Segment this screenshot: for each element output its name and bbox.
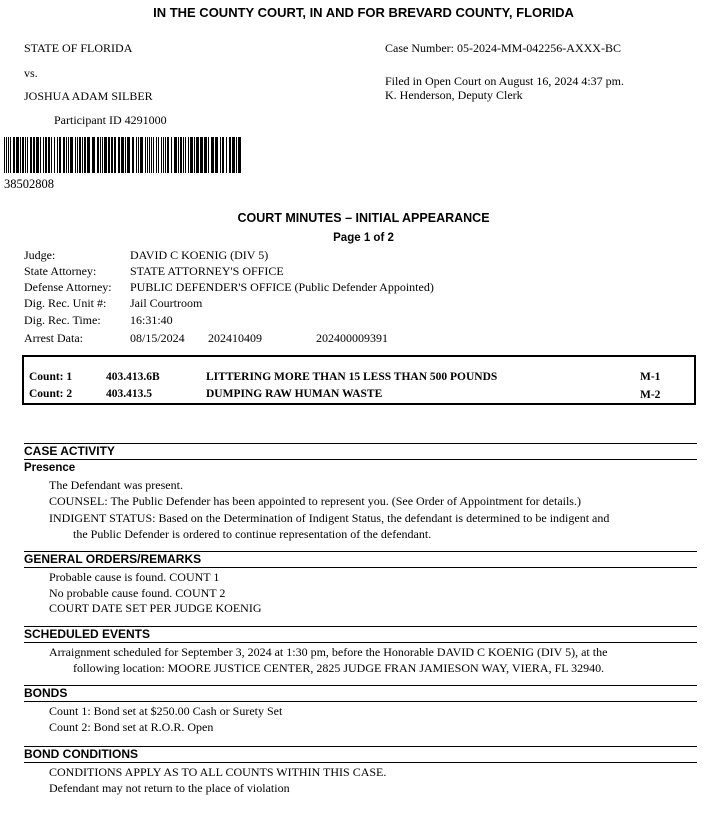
arrest-number-1: 202410409 (208, 331, 262, 345)
state-attorney-value: STATE ATTORNEY'S OFFICE (130, 264, 284, 278)
condition-line: Defendant may not return to the place of violation (49, 781, 290, 795)
count-degree: M-1 (640, 371, 661, 383)
case-number: Case Number: 05-2024-MM-042256-AXXX-BC (385, 41, 621, 55)
order-line: COURT DATE SET PER JUDGE KOENIG (49, 601, 262, 615)
arrest-number-2: 202400009391 (316, 331, 388, 345)
barcode-number: 38502808 (4, 177, 54, 191)
count-description: DUMPING RAW HUMAN WASTE (206, 388, 383, 400)
plaintiff-name: STATE OF FLORIDA (24, 41, 133, 55)
general-orders-heading: GENERAL ORDERS/REMARKS (24, 551, 697, 568)
bonds-heading: BONDS (24, 685, 697, 702)
count-statute: 403.413.5 (106, 388, 152, 400)
event-line: Arraignment scheduled for September 3, 2024 at 1:30 pm, before the Honorable DAVID C KOENIG (DIV 5), at the (49, 645, 608, 659)
state-attorney-label: State Attorney: (24, 264, 97, 278)
condition-line: CONDITIONS APPLY AS TO ALL COUNTS WITHIN THIS CASE. (49, 765, 387, 779)
bond-conditions-heading: BOND CONDITIONS (24, 746, 697, 763)
bond-line: Count 1: Bond set at $250.00 Cash or Surety Set (49, 704, 283, 718)
count-statute: 403.413.6B (106, 371, 160, 383)
filed-line: Filed in Open Court on August 16, 2024 4:37 pm. (385, 74, 625, 88)
scheduled-events-heading: SCHEDULED EVENTS (24, 626, 697, 643)
arrest-date: 08/15/2024 (130, 331, 185, 345)
activity-line: INDIGENT STATUS: Based on the Determination of Indigent Status, the defendant is determined to be indigent and (49, 511, 610, 525)
defendant-name: JOSHUA ADAM SILBER (24, 89, 153, 103)
count-label: Count: 2 (29, 388, 73, 400)
barcode-image (4, 137, 242, 173)
page-indicator: Page 1 of 2 (333, 232, 394, 244)
clerk-line: K. Henderson, Deputy Clerk (385, 88, 523, 102)
presence-subheading: Presence (24, 462, 76, 474)
rec-unit-label: Dig. Rec. Unit #: (24, 296, 107, 310)
count-description: LITTERING MORE THAN 15 LESS THAN 500 POUNDS (206, 371, 498, 383)
order-line: No probable cause found. COUNT 2 (49, 586, 226, 600)
defense-attorney-value: PUBLIC DEFENDER'S OFFICE (Public Defender Appointed) (130, 280, 434, 294)
activity-line: COUNSEL: The Public Defender has been appointed to represent you. (See Order of Appointment for details.) (49, 494, 581, 508)
activity-line: The Defendant was present. (49, 478, 183, 492)
bond-line: Count 2: Bond set at R.O.R. Open (49, 720, 214, 734)
judge-value: DAVID C KOENIG (DIV 5) (130, 248, 269, 262)
judge-label: Judge: (24, 248, 56, 262)
rec-time-label: Dig. Rec. Time: (24, 313, 101, 327)
rec-unit-value: Jail Courtroom (130, 296, 203, 310)
versus-text: vs. (24, 66, 38, 80)
case-activity-heading: CASE ACTIVITY (24, 443, 697, 460)
rec-time-value: 16:31:40 (130, 313, 173, 327)
defense-attorney-label: Defense Attorney: (24, 280, 112, 294)
event-line: following location: MOORE JUSTICE CENTER, 2825 JUDGE FRAN JAMIESON WAY, VIERA, FL 32940. (73, 661, 605, 675)
arrest-label: Arrest Data: (24, 331, 83, 345)
activity-line: the Public Defender is ordered to continue representation of the defendant. (73, 527, 432, 541)
order-line: Probable cause is found. COUNT 1 (49, 570, 220, 584)
participant-id: Participant ID 4291000 (54, 113, 167, 127)
court-title: IN THE COUNTY COURT, IN AND FOR BREVARD COUNTY, FLORIDA (153, 5, 574, 20)
counts-table (22, 355, 696, 405)
count-degree: M-2 (640, 389, 661, 401)
count-label: Count: 1 (29, 371, 73, 383)
minutes-title: COURT MINUTES – INITIAL APPEARANCE (237, 211, 490, 225)
